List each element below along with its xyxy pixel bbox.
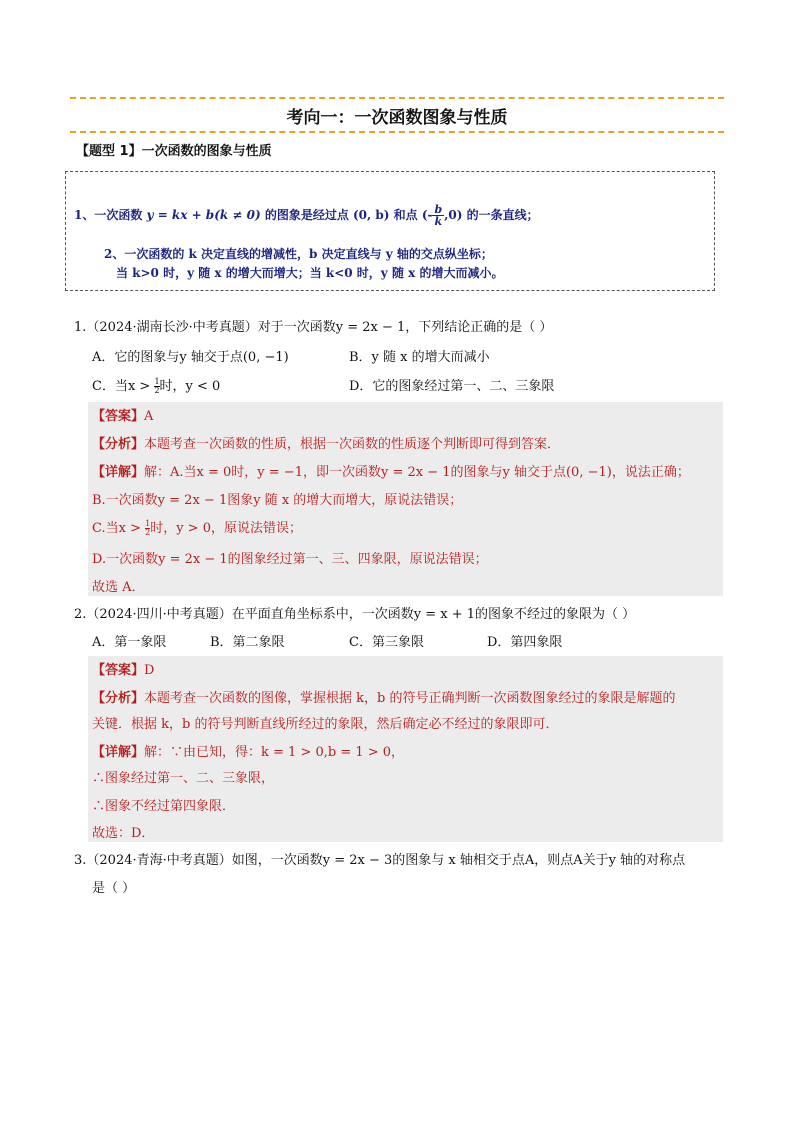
box-line-1-text-c: ,0) 的一条直线；: [444, 208, 539, 222]
q2-answer-value: D: [144, 663, 155, 678]
q3-stem-2: 是（ ）: [92, 881, 136, 896]
q2-option-a: A．第一象限: [92, 635, 167, 650]
q1-detail-row-1: [92, 461, 690, 480]
q1-option-c: [92, 375, 220, 395]
q1-option-c-numerator: 1: [154, 377, 160, 386]
q1-option-c-b: 时，y < 0: [159, 379, 221, 394]
q2-answer-tag: 【答案】: [92, 663, 145, 678]
q2-detail-2: ∴图象经过第一、二、三象限，: [92, 771, 275, 786]
q2-option-d: D．第四象限: [487, 635, 563, 650]
box-line-1-text-b: 的图象是经过点 (0, b) 和点 (-: [264, 208, 433, 222]
q1-detail-5: 故选 A．: [92, 580, 145, 595]
q1-option-d: D．它的图象经过第一、二、三象限: [349, 379, 555, 394]
q2-stem: 2.（2024·四川·中考真题）在平面直角坐标系中，一次函数y = x + 1的图象不经过的象限为（ ）: [74, 607, 636, 622]
q2-detail-row-1: [92, 741, 404, 760]
q1-detail-3-denominator: 2: [145, 528, 151, 537]
q1-answer-tag: 【答案】: [92, 409, 145, 424]
box-line-2: 2、一次函数的 k 决定直线的增减性，b 决定直线与 y 轴的交点纵坐标；: [104, 247, 493, 261]
q2-option-c: C．第三象限: [349, 635, 424, 650]
q1-option-c-a: C．当x >: [92, 379, 155, 394]
q2-analysis-1: 本题考查一次函数的图像，掌握根据 k，b 的符号正确判断一次函数图象经过的象限是解题的: [144, 691, 676, 706]
bottom-dashed-rule: [70, 131, 724, 133]
box-line-3: 当 k>0 时，y 随 x 的增大而增大；当 k<0 时，y 随 x 的增大而减小。: [116, 266, 504, 280]
q2-option-b: B．第二象限: [210, 635, 285, 650]
q2-detail-4: 故选：D．: [92, 826, 155, 841]
q1-answer-value: A: [144, 409, 154, 424]
q1-analysis-tag: 【分析】: [92, 437, 145, 452]
box-fraction: [432, 204, 444, 227]
q1-option-a: A．它的图象与y 轴交于点(0, −1): [92, 350, 289, 365]
q1-analysis-text: 本题考查一次函数的性质，根据一次函数的性质逐个判断即可得到答案．: [144, 437, 561, 452]
q2-detail-tag: 【详解】: [92, 745, 145, 760]
q1-option-b: B．y 随 x 的增大而减小: [349, 350, 490, 365]
q1-analysis-row: [92, 433, 560, 452]
box-fraction-denominator: k: [434, 215, 443, 228]
box-line-1-formula: y = kx + b(k ≠ 0): [146, 208, 261, 222]
box-line-1-text-a: 1、一次函数: [74, 208, 143, 222]
q1-detail-1: 解：A.当x = 0时，y = −1，即一次函数y = 2x − 1的图象与y 轴交于点(0, −1)，说法正确；: [144, 465, 690, 480]
q1-option-c-denominator: 2: [154, 386, 160, 395]
q1-detail-3: [92, 517, 302, 537]
q1-detail-3-numerator: 1: [145, 519, 151, 528]
q1-detail-tag: 【详解】: [92, 465, 145, 480]
top-dashed-rule: [70, 97, 724, 99]
q2-answer-row: [92, 659, 154, 678]
q1-detail-3-b: 时，y > 0，原说法错误；: [150, 521, 302, 536]
q2-analysis-2: 关键．根据 k，b 的符号判断直线所经过的象限，然后确定必不经过的象限即可．: [92, 717, 559, 732]
q2-analysis-row: [92, 687, 675, 706]
q1-stem: 1.（2024·湖南长沙·中考真题）对于一次函数y = 2x − 1，下列结论正确的是（ ）: [74, 320, 553, 335]
q1-detail-4: D.一次函数y = 2x − 1的图象经过第一、三、四象限，原说法错误；: [92, 552, 488, 567]
box-line-1: [74, 204, 539, 227]
q1-detail-3-a: C.当x >: [92, 521, 146, 536]
q1-answer-row: [92, 405, 153, 424]
box-fraction-numerator: b: [434, 203, 443, 216]
q2-detail-1: 解：∵由已知，得：k = 1 > 0,b = 1 > 0，: [144, 745, 405, 760]
q2-analysis-tag: 【分析】: [92, 691, 145, 706]
page-title: 考向一：一次函数图象与性质: [286, 108, 508, 128]
section-heading: 【题型 1】一次函数的图象与性质: [76, 144, 272, 159]
q3-stem-1: 3.（2024·青海·中考真题）如图，一次函数y = 2x − 3的图象与 x 轴相交于点A，则点A关于y 轴的对称点: [74, 853, 686, 868]
q1-detail-2: B.一次函数y = 2x − 1图象y 随 x 的增大而增大，原说法错误；: [92, 493, 463, 508]
q2-detail-3: ∴图象不经过第四象限．: [92, 799, 236, 814]
